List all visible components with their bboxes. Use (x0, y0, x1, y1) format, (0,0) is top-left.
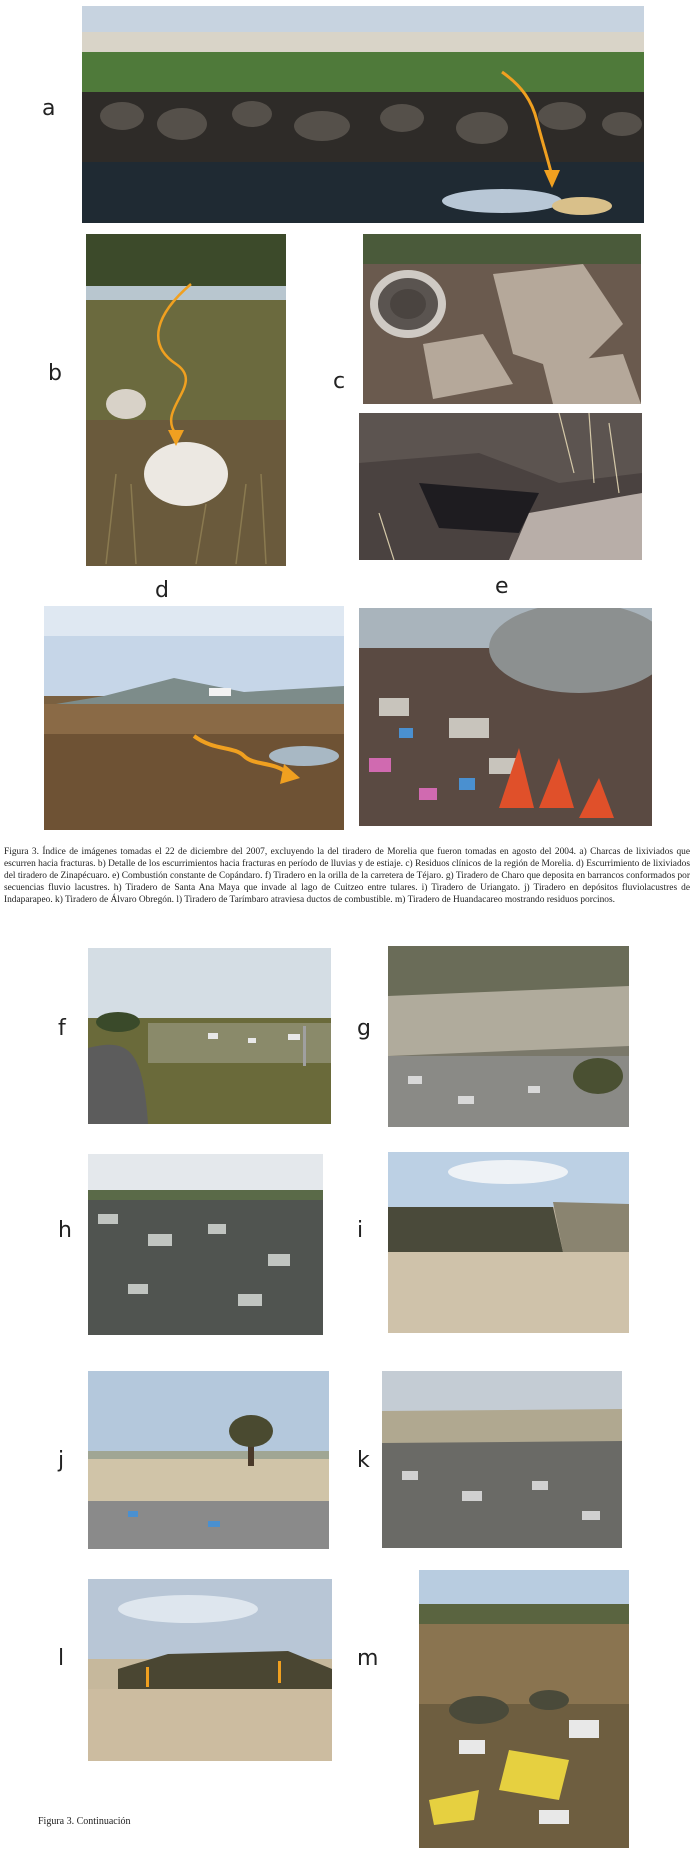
photo-c-clinical-waste-tire (363, 234, 641, 404)
photo-g-ravine-dump (388, 946, 629, 1127)
panel-label-l: l (58, 1646, 65, 1671)
panel-label-m: m (357, 1646, 379, 1671)
photo-h-lake-dump (88, 1154, 323, 1335)
panel-label-h: h (58, 1218, 72, 1243)
figure-caption: Figura 3. Índice de imágenes tomadas el 22 de diciembre del 2007, excluyendo la del tiradero de Morelia que fueron tomadas en agosto del 2004. a) Charcas de lixiviados que escurren hacia fracturas. b) Detalle de los escurrimientos hacia fracturas en período de lluvias y de estiaje. c) Residuos clínicos de la región de Morelia. d) Escurrimiento de lixiviados del tiradero de Zinapécuaro. e) Combustión constante de Copándaro. f) Tiradero en la orilla de la carretera de Téjaro. g) Tiradero de Charo que deposita en barrancos conformados por secuencias fluvio lacustres. h) Tiradero de Santa Ana Maya que invade al lago de Cuitzeo entre tulares. i) Tiradero de Uriangato. j) Tiradero en depósitos fluviolacustres de Indaparapeo. k) Tiradero de Álvaro Obregón. l) Tiradero de Tarímbaro atraviesa ductos de combustible. m) Tiradero de Huandacareo mostrando residuos porcinos. (4, 847, 690, 905)
photo-c-rock-crevice (359, 413, 642, 560)
photo-b-runoff-fractures (86, 234, 286, 566)
panel-label-d: d (155, 578, 169, 603)
panel-label-k: k (357, 1448, 370, 1473)
panel-label-a: a (42, 96, 56, 121)
photo-a-leachate-ponds (82, 6, 644, 223)
photo-f-roadside-dump (88, 948, 331, 1124)
panel-label-c: c (333, 369, 346, 394)
panel-label-e: e (495, 574, 509, 599)
continuation-caption: Figura 3. Continuación (38, 1816, 131, 1827)
photo-j-fluviolacustrine-dump (88, 1371, 329, 1549)
photo-l-tarimbaro-dump (88, 1579, 332, 1761)
panel-label-j: j (58, 1448, 65, 1473)
photo-k-alvaro-obregon-dump (382, 1371, 622, 1548)
photo-d-leachate-runoff (44, 606, 344, 830)
photo-e-burning-waste (359, 608, 652, 826)
photo-i-uriangato-dump (388, 1152, 629, 1333)
photo-m-pig-waste-dump (419, 1570, 629, 1848)
panel-label-i: i (357, 1218, 364, 1243)
panel-label-g: g (357, 1016, 371, 1041)
panel-label-f: f (58, 1016, 66, 1041)
panel-label-b: b (48, 361, 62, 386)
